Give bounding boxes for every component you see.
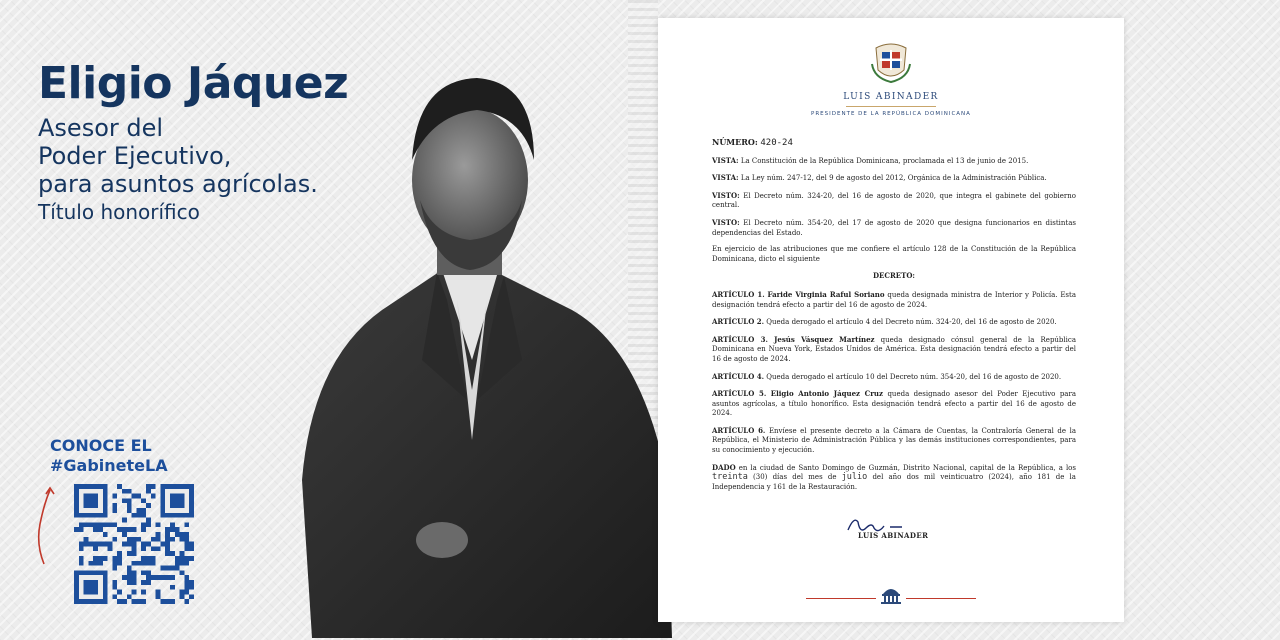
decreto-heading: DECRETO: [872, 271, 916, 281]
role-line-3: para asuntos agrícolas. [38, 170, 318, 198]
articulo-item: ARTÍCULO 2. Queda derogado el artículo 4 del Decreto núm. 324-20, del 16 de agosto de 2020. [712, 317, 1057, 327]
president-name-header: LUIS ABINADER [843, 92, 939, 102]
palace-icon [879, 584, 903, 604]
articulo-item: ARTÍCULO 6. Envíese el presente decreto a la Cámara de Cuentas, la Contraloría General de la República, el Ministerio de Administración Pública y las demás instituciones correspondientes, para su conocimiento y ejecución. [712, 425, 1076, 455]
handwritten-month: julio [841, 472, 868, 483]
qr-code-icon[interactable] [74, 484, 194, 604]
role-line-2: Poder Ejecutivo, [38, 142, 232, 170]
handwritten-day: treinta [712, 472, 748, 483]
vista-item: VISTA: La Constitución de la República Dominicana, proclamada el 13 de junio de 2015. [712, 155, 1029, 165]
coat-of-arms-icon [870, 40, 912, 84]
footer-rule-right [906, 598, 976, 599]
decree-number [712, 138, 1076, 149]
dado-clause: DADO en la ciudad de Santo Domingo de Guzmán, Distrito Nacional, capital de la República, a los treinta (30) días del mes de julio del año dos mil veinticuatro (2024), año 181 de la Independencia y 161 de la Restauración. [712, 462, 1076, 491]
role-line-4: Título honorífico [38, 200, 200, 224]
signature-name: LUIS ABINADER [858, 531, 929, 540]
campaign-line-1: CONOCE EL [50, 436, 152, 455]
articulo-item: ARTÍCULO 1. Faride Virginia Raful Soriano queda designada ministra de Interior y Policía. Esta designación tendrá efecto a partir del 16 de agosto de 2024. [712, 289, 1077, 309]
role-line-1: Asesor del [38, 114, 164, 142]
numero-value: 420-24 [760, 138, 793, 148]
footer-rule-left [806, 598, 876, 599]
numero-label: NÚMERO: [712, 137, 758, 147]
person-name: Eligio Jáquez [38, 58, 349, 109]
portrait-photo [272, 60, 672, 638]
vista-item: VISTO: El Decreto núm. 354-20, del 17 de agosto de 2020 que designa funcionarios en distintas dependencias del Estado. [712, 217, 1076, 237]
campaign-text [50, 436, 168, 476]
arrow-icon [34, 484, 64, 568]
decree-document [658, 18, 1124, 622]
header-rule [846, 106, 936, 107]
president-title-header: PRESIDENTE DE LA REPÚBLICA DOMINICANA [811, 111, 971, 117]
preamble: En ejercicio de las atribuciones que me confiere el artículo 128 de la Constitución de la República Dominicana, dicto el siguiente [712, 245, 1076, 263]
vista-item: VISTA: La Ley núm. 247-12, del 9 de agosto del 2012, Orgánica de la Administración Pública. [712, 173, 1047, 183]
vista-item: VISTO: El Decreto núm. 324-20, del 16 de agosto de 2020, que integra el gabinete del gobierno central. [712, 190, 1076, 210]
campaign-hashtag: #GabineteLA [50, 456, 168, 475]
articulo-item: ARTÍCULO 4. Queda derogado el artículo 10 del Decreto núm. 354-20, del 16 de agosto de 2020. [712, 371, 1062, 381]
decree-body [712, 138, 1076, 499]
articulo-item: ARTÍCULO 3. Jesús Vásquez Martínez queda designado cónsul general de la República Dominicana en Nueva York, Estados Unidos de América. Esta designación tendrá efecto a partir del 16 de agosto de 2024. [712, 334, 1076, 363]
articulo-item: ARTÍCULO 5. Eligio Antonio Jáquez Cruz queda designado asesor del Poder Ejecutivo para asuntos agrícolas, a título honorífico. Esta designación tendrá efecto a partir del 16 de agosto de 2024. [712, 389, 1076, 418]
